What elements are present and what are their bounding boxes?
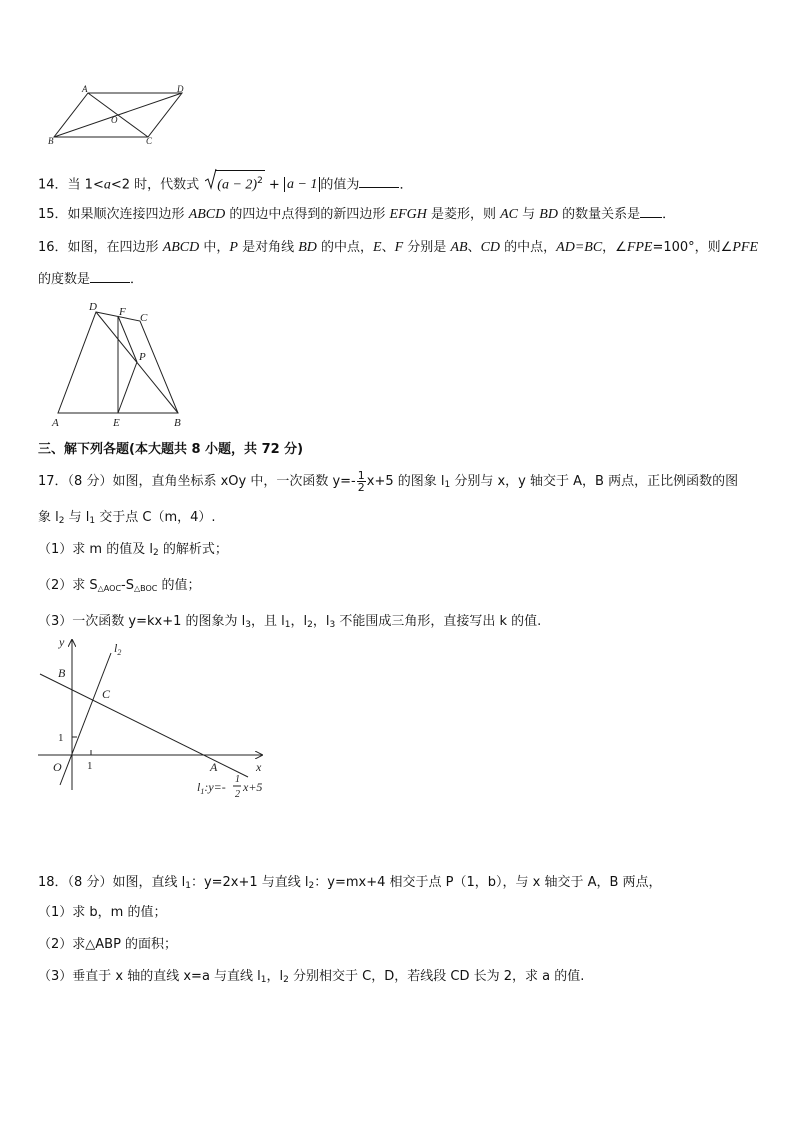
label-l2: $l_2$ (114, 641, 122, 657)
question-17-line1: 17．（8 分）如图，直角坐标系 xOy 中，一次函数 y=- $\frac{1}{2}$ x+5 的图象 $l_1$ 分别与 x，y 轴交于 A，B 两点，正比例函数的图 (38, 469, 739, 494)
answer-blank[interactable] (359, 175, 399, 188)
label-B: B (58, 666, 66, 680)
svg-text:1: 1 (235, 774, 240, 785)
question-18-part1: （1）求 b，m 的值； (38, 905, 167, 920)
tick-label-x-1: 1 (87, 760, 93, 772)
question-14: 14．当 1<a<2 时，代数式 $(a - 2)^2 + a - 1$ 的值为 ． (38, 170, 412, 195)
label-O: O (111, 115, 118, 125)
fraction-one-half: $\frac{1}{2}$ (357, 469, 365, 494)
label-C: C (140, 312, 148, 324)
l1-equation-label (197, 774, 262, 800)
label-E: E (113, 417, 120, 429)
label-B: B (48, 136, 54, 146)
svg-text:x+5: x+5 (243, 780, 263, 794)
label-F: F (119, 306, 126, 318)
label-C: C (146, 136, 153, 146)
label-P: P (139, 351, 146, 363)
question-15: 15．如果顺次连接四边形 ABCD 的四边中点得到的新四边形 EFGH 是菱形，则 AC 与 BD 的数量关系是 ． (38, 207, 676, 222)
quadrilateral-figure (48, 298, 196, 430)
question-16-line2: 的度数是 ． (38, 272, 144, 287)
label-D: D (89, 301, 97, 313)
question-17-part1: （1）求 m 的值及 $l_2$ 的解析式； (38, 542, 228, 558)
label-A: A (210, 760, 218, 774)
label-A: A (52, 417, 59, 429)
question-18-part2: （2）求△ABP 的面积； (38, 937, 178, 952)
question-18-part3: （3）垂直于 x 轴的直线 x=a 与直线 $l_1$，$l_2$ 分别相交于 C，D，若线段 CD 长为 2，求 a 的值. (38, 969, 585, 985)
svg-text:2: 2 (235, 789, 240, 800)
label-A: A (82, 84, 88, 94)
abs-expression: a − 1 (284, 177, 320, 192)
line-l2 (60, 653, 111, 785)
question-16-line1: 16．如图，在四边形 ABCD 中，P 是对角线 BD 的中点，E、F 分别是 AB、CD 的中点，AD=BC，∠FPE=100°，则∠PFE (38, 240, 758, 255)
answer-blank[interactable] (90, 270, 130, 283)
label-O: O (53, 760, 62, 774)
label-D: D (177, 84, 184, 94)
label-x: x (256, 760, 262, 774)
question-17-part3: （3）一次函数 y=kx+1 的图象为 $l_3$，且 $l_1$，$l_2$，$l_3$ 不能围成三角形，直接写出 k 的值. (38, 614, 542, 630)
section-3-heading: 三、解下列各题(本大题共 8 小题，共 72 分) (38, 442, 304, 457)
parallelogram-figure (40, 82, 200, 148)
answer-blank[interactable] (640, 205, 662, 218)
sqrt-expression: $(a - 2)^2$ (205, 170, 265, 195)
question-18-line1: 18．（8 分）如图，直线 $l_1$：y=2x+1 与直线 $l_2$：y=mx+4 相交于点 P（1，b），与 x 轴交于 A，B 两点， (38, 875, 662, 891)
question-17-line2: 象 $l_2$ 与 $l_1$ 交于点 C（m，4）. (38, 510, 216, 526)
question-17-part2: （2）求 $S_{\triangle AOC}-S_{\triangle BOC}$ 的值； (38, 578, 201, 593)
label-y: y (59, 635, 65, 649)
label-B: B (174, 417, 181, 429)
tick-label-y-1: 1 (58, 732, 64, 744)
svg-text:l1:y=-: $l_1:y=-$ (197, 780, 226, 796)
label-C: C (102, 687, 111, 701)
coordinate-figure (30, 630, 280, 802)
